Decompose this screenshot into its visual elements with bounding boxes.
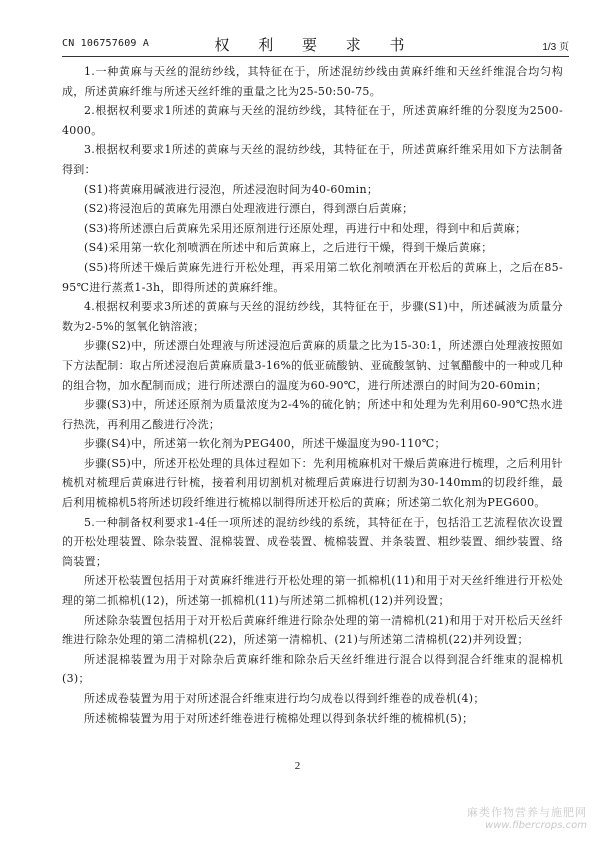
claim-5-mixing-device: 所述混棉装置为用于对除杂后黄麻纤维和除杂后天丝纤维进行混合以得到混合纤维束的混棉机(3)；: [62, 652, 563, 686]
claim-1: 1.一种黄麻与天丝的混纺纱线，其特征在于，所述混纺纱线由黄麻纤维和天丝纤维混合均匀构成，所述黄麻纤维与所述天丝纤维的重量之比为25-50:50-75。: [62, 65, 563, 98]
claim-4-step-s4: 步骤(S4)中，所述第一软化剂为PEG400，所述干燥温度为90-110℃；: [84, 437, 446, 451]
page-header: [62, 28, 569, 52]
claim-5-carding-device: 所述梳棉装置为用于对所述纤维卷进行梳棉处理以得到条状纤维的梳棉机(5)；: [84, 711, 474, 725]
claim-4-step-s5: 步骤(S5)中，所述开松处理的具体过程如下：先利用梳麻机对干燥后黄麻进行梳理，之后利用针梳机对梳理后黄麻进行针梳，接着利用切割机对梳理后黄麻进行切割为30-140mm的切段纤维，最后利用梳棉机5将所述切段纤维进行梳棉以制得所述开松后的黄麻；所述第二软化剂为PEG600。: [62, 456, 563, 510]
claim-3-step-s3: (S3)将所述漂白后黄麻先采用还原剂进行还原处理，再进行中和处理，得到中和后黄麻；: [84, 221, 527, 235]
claim-4-step-s2: 步骤(S2)中，所述漂白处理液与所述浸泡后黄麻的质量之比为15-30:1，所述漂白处理液按照如下方法配制：取占所述浸泡后黄麻质量3-16%的低亚硫酸钠、亚硫酸氢钠、过氧醋酸中的一种或几种的组合物，加水配制而成；进行所述漂白的温度为60-90℃，进行所述漂白的时间为20-60min；: [62, 339, 563, 392]
watermark: [467, 804, 587, 831]
publication-number: CN 106757609 A: [62, 38, 150, 49]
claim-5-impurity-removal-device: 所述除杂装置包括用于对开松后黄麻纤维进行除杂处理的第一清棉机(21)和用于对开松后天丝纤维进行除杂处理的第二清棉机(22)，所述第一清棉机、(21)与所述第二清棉机(22)并列设置；: [62, 613, 563, 647]
watermark-url: www.fibercrops.com: [485, 820, 587, 831]
claim-3-step-s4: (S4)采用第一软化剂喷洒在所述中和后黄麻上，之后进行干燥，得到干燥后黄麻；: [84, 241, 493, 255]
document-title: 权 利 要 求 书: [214, 36, 417, 54]
claim-3-step-s2: (S2)将浸泡后的黄麻先用漂白处理液进行漂白，得到漂白后黄麻；: [84, 202, 414, 216]
claim-3: 3.根据权利要求1所述的黄麻与天丝的混纺纱线，其特征在于，所述黄麻纤维采用如下方法制备得到：: [62, 143, 563, 176]
claim-3-step-s1: (S1)将黄麻用碱液进行浸泡，所述浸泡时间为40-60min；: [84, 182, 379, 196]
claim-5-opening-device: 所述开松装置包括用于对黄麻纤维进行开松处理的第一抓棉机(11)和用于对天丝纤维进行开松处理的第二抓棉机(12)，所述第一抓棉机(11)与所述第二抓棉机(12)并列设置；: [62, 574, 563, 608]
watermark-site-name: 麻类作物营养与施肥网: [467, 806, 587, 819]
claim-2: 2.根据权利要求1所述的黄麻与天丝的混纺纱线，其特征在于，所述黄麻纤维的分裂度为2500-4000。: [62, 104, 563, 137]
page-fraction: 1/3 页: [542, 42, 569, 53]
header-rule: [62, 56, 569, 57]
claim-4-step-s3: 步骤(S3)中，所述还原剂为质量浓度为2-4%的硫化钠；所述中和处理为先利用60-90℃热水进行热洗，再利用乙酸进行冷洗；: [62, 398, 563, 431]
page-number: 2: [294, 760, 301, 772]
claim-4: 4.根据权利要求3所述的黄麻与天丝的混纺纱线，其特征在于，步骤(S1)中，所述碱液为质量分数为2-5%的氢氧化钠溶液；: [62, 300, 563, 333]
claim-5: 5.一种制备权利要求1-4任一项所述的混纺纱线的系统，其特征在于，包括沿工艺流程依次设置的开松处理装置、除杂装置、混棉装置、成卷装置、梳棉装置、并条装置、粗纱装置、细纱装置、络筒装置；: [62, 515, 563, 568]
claims-body: [62, 62, 563, 728]
claim-5-lapping-device: 所述成卷装置为用于对所述混合纤维束进行均匀成卷以得到纤维卷的成卷机(4)；: [84, 692, 485, 705]
claim-3-step-s5: (S5)将所述干燥后黄麻先进行开松处理，再采用第二软化剂喷洒在开松后的黄麻上，之后在85-95℃进行蒸煮1-3h，即得所述的黄麻纤维。: [62, 260, 563, 294]
